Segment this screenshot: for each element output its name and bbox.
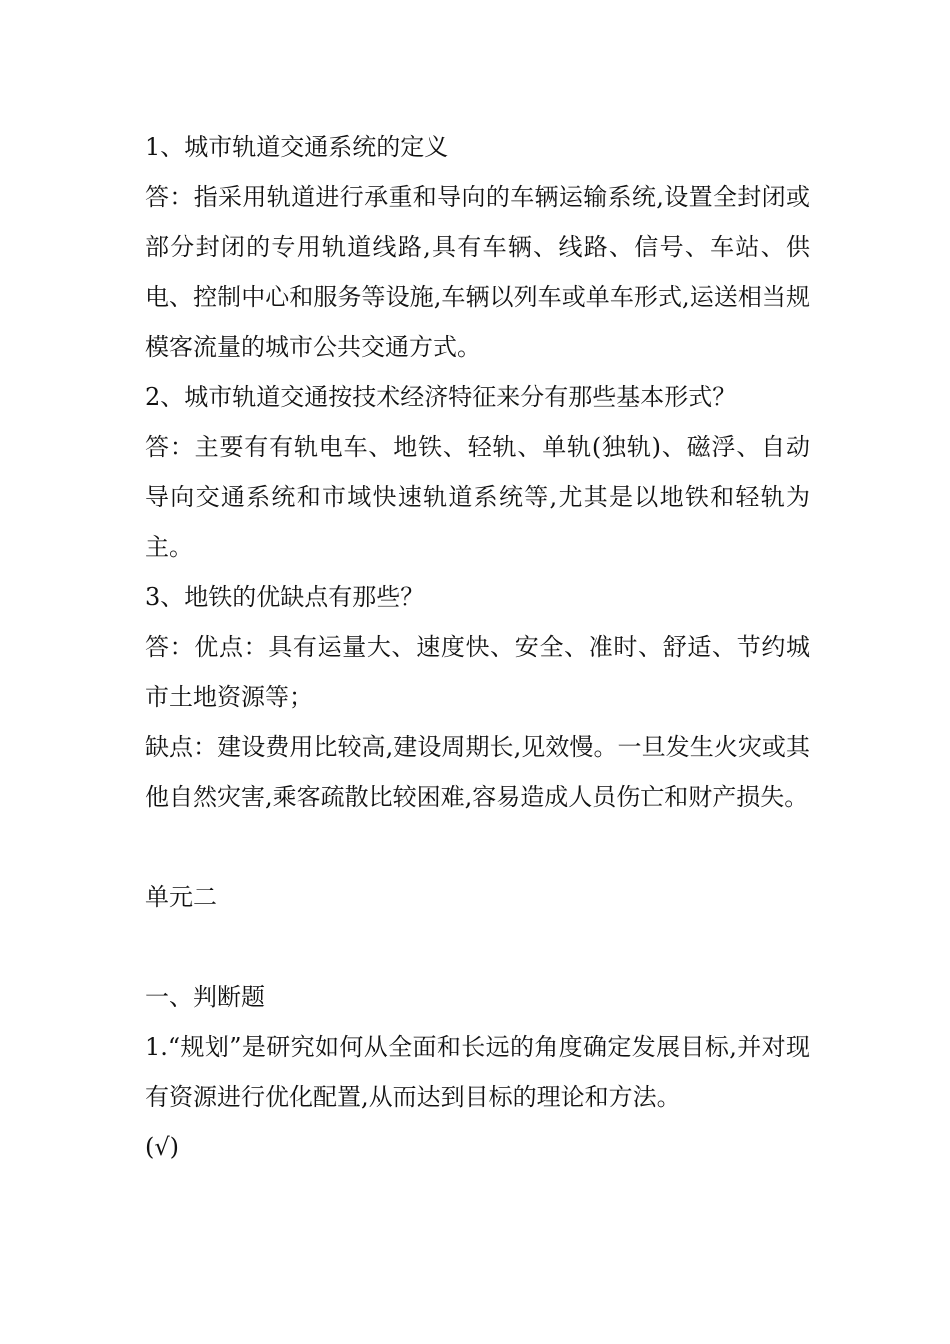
question-3: 3、地铁的优缺点有那些？ <box>145 583 425 611</box>
blank-line <box>145 822 810 872</box>
question-2: 2、城市轨道交通按技术经济特征来分有那些基本形式？ <box>145 383 737 411</box>
answer-3-disadvantages: 缺点：建设费用比较高,建设周期长,见效慢。一旦发生火灾或其他自然灾害,乘客疏散比较困难,容易造成人员伤亡和财产损失。 <box>145 733 810 811</box>
answer-1: 答：指采用轨道进行承重和导向的车辆运输系统,设置全封闭或部分封闭的专用轨道线路,具有车辆、线路、信号、车站、供电、控制中心和服务等设施,车辆以列车或单车形式,运送相当规模客流量的城市公共交通方式。 <box>145 183 810 361</box>
answer-3-advantages: 答：优点：具有运量大、速度快、安全、准时、舒适、节约城市土地资源等； <box>145 633 810 711</box>
judgment-item-1: 1.“规划”是研究如何从全面和长远的角度确定发展目标,并对现有资源进行优化配置,从而达到目标的理论和方法。 <box>145 1033 810 1111</box>
judgment-item-1-answer: (√) <box>145 1133 180 1161</box>
answer-2: 答：主要有有轨电车、地铁、轻轨、单轨(独轨)、磁浮、自动导向交通系统和市域快速轨道系统等,尤其是以地铁和轻轨为主。 <box>145 433 810 561</box>
section-title: 一、判断题 <box>145 983 265 1011</box>
document-page <box>145 122 810 1172</box>
unit-title: 单元二 <box>145 883 217 911</box>
blank-line <box>145 922 810 972</box>
question-1: 1、城市轨道交通系统的定义 <box>145 133 449 161</box>
